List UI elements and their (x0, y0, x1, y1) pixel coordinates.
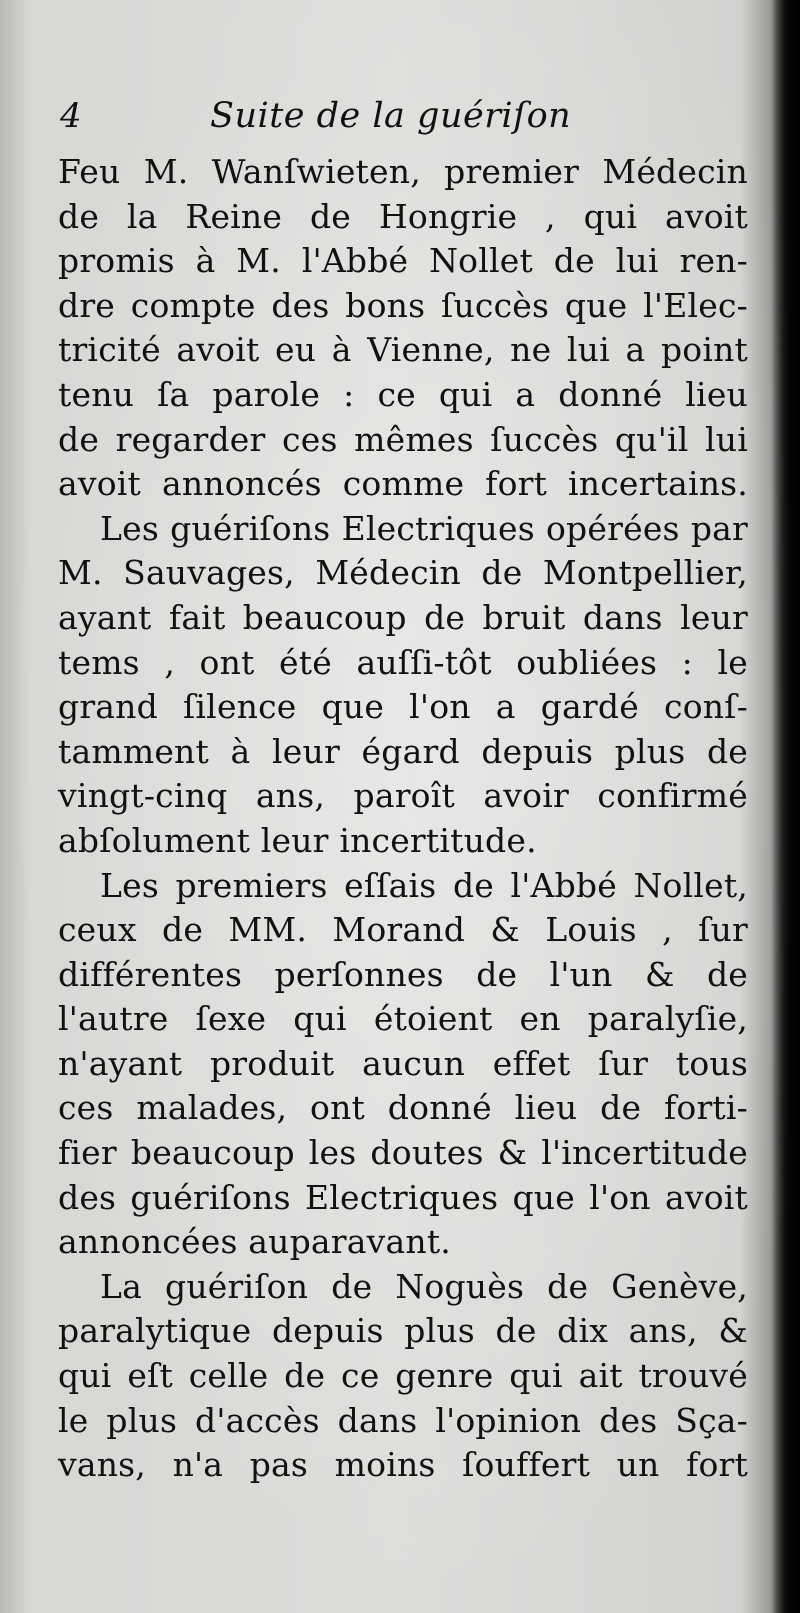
text-line: n'ayant produit aucun effet ſur tous (58, 1043, 748, 1083)
text-line: ces malades, ont donné lieu de forti- (58, 1088, 748, 1128)
text-line: tenu ſa parole : ce qui a donné lieu (58, 374, 748, 414)
text-line: vingt-cinq ans, paroît avoir confirmé (58, 776, 748, 816)
text-line: ceux de MM. Morand & Louis , ſur (58, 910, 748, 950)
text-line: de regarder ces mêmes ſuccès qu'il lui (58, 419, 748, 459)
text-line: tricité avoit eu à Vienne, ne lui a point (58, 330, 748, 370)
text-line: promis à M. l'Abbé Nollet de lui ren- (58, 241, 748, 281)
paragraph-start-line: Les premiers eſſais de l'Abbé Nollet, (100, 865, 748, 905)
running-head: Suite de la guériſon (210, 96, 572, 136)
page-header (60, 96, 750, 146)
text-line: Feu M. Wanſwieten, premier Médecin (58, 152, 748, 191)
text-line: qui eſt celle de ce genre qui ait trouvé (58, 1356, 748, 1396)
text-line: tamment à leur égard depuis plus de (58, 731, 748, 771)
paragraph-start-line: La guériſon de Noguès de Genève, (100, 1266, 748, 1306)
text-line: vans, n'a pas moins ſouffert un fort (58, 1445, 748, 1485)
text-line: grand ſilence que l'on a gardé conſ- (58, 687, 748, 727)
paragraph-end-line: annoncées auparavant. (58, 1222, 451, 1262)
paragraph-start-line: Les guériſons Electriques opérées par (100, 508, 748, 548)
text-line: l'autre ſexe qui étoient en paralyſie, (58, 999, 748, 1039)
text-line: tems , ont été auſſi-tôt oubliées : le (58, 642, 748, 682)
body-text (58, 150, 748, 1488)
text-line: de la Reine de Hongrie , qui avoit (58, 196, 748, 236)
page-edge-shadow (772, 0, 800, 1613)
text-line: M. Sauvages, Médecin de Montpellier, (58, 553, 748, 593)
text-line: ayant fait beaucoup de bruit dans leur (58, 597, 748, 637)
text-line: le plus d'accès dans l'opinion des Sça- (58, 1400, 748, 1440)
text-line: dre compte des bons ſuccès que l'Elec- (58, 285, 748, 325)
text-line: différentes perſonnes de l'un & de (58, 954, 748, 994)
text-line: paralytique depuis plus de dix ans, & (58, 1311, 748, 1351)
page-number: 4 (60, 96, 82, 136)
text-line: des guériſons Electriques que l'on avoit (58, 1177, 748, 1217)
text-line: avoit annoncés comme fort incertains. (58, 464, 748, 504)
text-line: fier beaucoup les doutes & l'incertitude (58, 1133, 748, 1173)
paragraph-end-line: abſolument leur incertitude. (58, 820, 537, 860)
